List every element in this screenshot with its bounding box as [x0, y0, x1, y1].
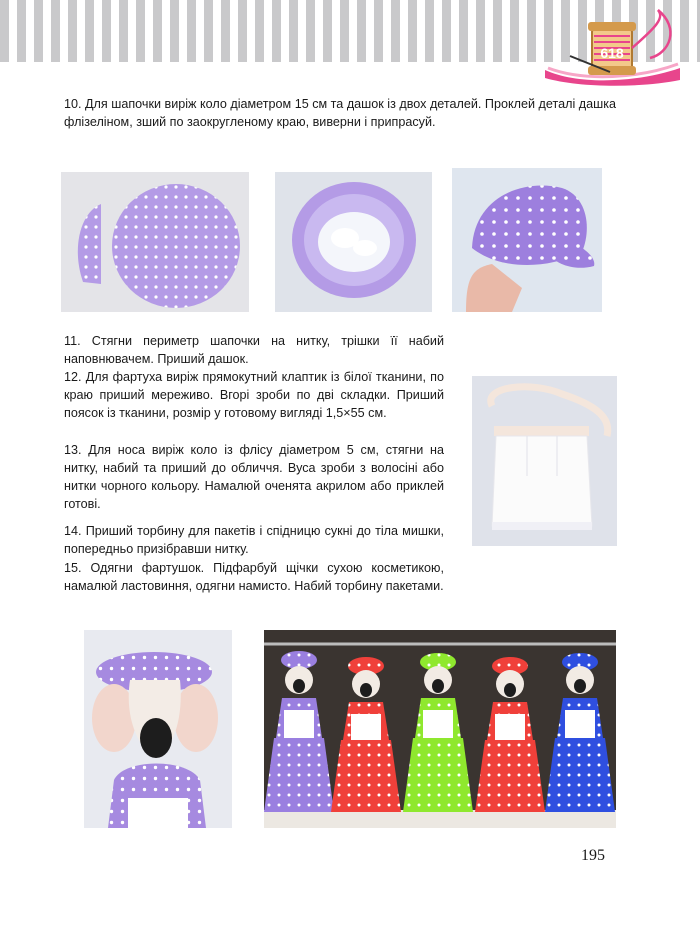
step-text: Для шапочки виріж коло діаметром 15 см та дашок із двох деталей. Проклей деталі дашка флізеліном, зший по заокругленому краю, виверни і припрасуй. [64, 97, 616, 129]
step-number: 15. [64, 561, 82, 575]
step-number: 14. [64, 524, 82, 538]
photo-mice-lineup [264, 630, 616, 828]
step-11 [64, 332, 444, 368]
page-number: 195 [581, 847, 605, 864]
thread-spool-logo [540, 8, 690, 86]
photo-apron [472, 376, 617, 546]
step-text: Для носа виріж коло із флісу діаметром 5 см, стягни на нитку, набий та приший до обличчя. Вуса зроби з волосіні або нитки чорного кольору. Намалюй оченята акрилом або приклей готові. [64, 443, 444, 511]
step-15 [64, 559, 444, 595]
step-number: 13. [64, 443, 82, 457]
step-12 [64, 368, 444, 422]
step-number: 11. [64, 334, 81, 348]
photo-mouse-closeup [84, 630, 232, 828]
step-text: Стягни периметр шапочки на нитку, трішки її набий наповнювачем. Приший дашок. [64, 334, 445, 366]
photo-cap-gathered [275, 172, 432, 312]
step-13 [64, 441, 444, 513]
photo-finished-cap [452, 168, 602, 312]
step-10 [64, 95, 616, 131]
step-14 [64, 522, 444, 558]
photo-cap-cut-pieces [61, 172, 249, 312]
step-text: Приший торбину для пакетів і спідницю сукні до тіла мишки, попередньо призібравши нитку. [64, 524, 445, 556]
step-text: Для фартуха виріж прямокутний клаптик із білої тканини, по краю приший мереживо. Вгорі зроби по дві складки. Приший поясок із тканини, розмір у готовому вигляді 1,5×55 см. [64, 370, 445, 420]
badge-page-label: 618 [600, 45, 624, 61]
step-text: Одягни фартушок. Підфарбуй щічки сухою косметикою, намалюй ластовиння, одягни намисто. Набий торбину пакетами. [64, 561, 444, 593]
step-number: 10. [64, 97, 82, 111]
step-number: 12. [64, 370, 82, 384]
